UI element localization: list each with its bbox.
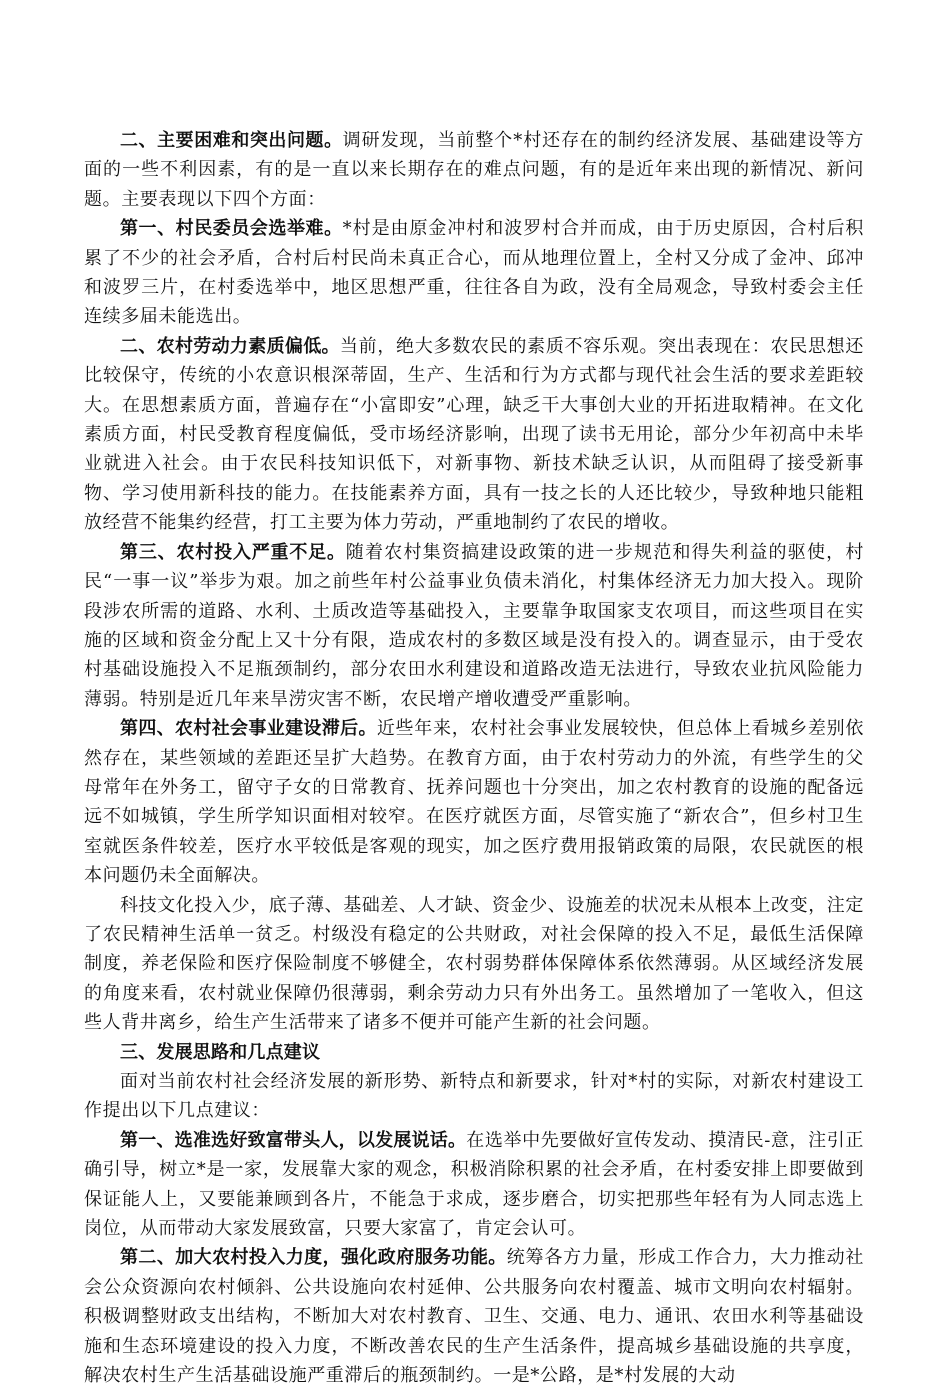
paragraph-suggestions-intro	[84, 1067, 864, 1126]
paragraph-election-difficulty	[84, 214, 864, 332]
document-page	[84, 126, 864, 1390]
paragraph-increase-investment	[84, 1243, 864, 1390]
body-election-difficulty: *村是由原金冲村和波罗村合并而成，由于历史原因，合村后积累了不少的社会矛盾，合村后村民尚未真正合心，而从地理位置上，全村又分成了金冲、邱冲和波罗三片，在村委选举中，地区思想严重，往往各自为政，没有全局观念，导致村委会主任连续多届未能选出。	[84, 218, 865, 328]
heading-suggestions: 三、发展思路和几点建议	[120, 1041, 321, 1063]
heading-choose-leaders: 第一、选准选好致富带头人，以发展说话。	[120, 1129, 467, 1151]
heading-election-difficulty: 第一、村民委员会选举难。	[120, 218, 343, 240]
body-increase-investment: 统筹各方力量，形成工作合力，大力推动社会公众资源向农村倾斜、公共设施向农村延伸、公共服务向农村覆盖、城市文明向农村辐射。积极调整财政支出结构，不断加大对农村教育、卫生、交通、电力、通讯、农田水利等基础设施和生态环境建设的投入力度，不断改善农民的生产生活条件，提高城乡基础设施的共享度，解决农村生产生活基础设施严重滞后的瓶颈制约。一是*公路，是*村发展的大动	[84, 1247, 864, 1387]
paragraph-insufficient-investment	[84, 538, 864, 714]
body-insufficient-investment: 随着农村集资搞建设政策的进一步规范和得失利益的驱使，村民“一事一议”举步为艰。加之前些年村公益事业负债未消化，村集体经济无力加大投入。现阶段涉农所需的道路、水利、土质改造等基础投入，主要靠争取国家支农项目，而这些项目在实施的区域和资金分配上又十分有限，造成农村的多数区域是没有投入的。调查显示，由于受农村基础设施投入不足瓶颈制约，部分农田水利建设和道路改造无法进行，导致农业抗风险能力薄弱。特别是近几年来旱涝灾害不断，农民增产增收遭受严重影响。	[84, 541, 864, 710]
heading-social-undertakings: 第四、农村社会事业建设滞后。	[120, 718, 377, 740]
heading-increase-investment: 第二、加大农村投入力度，强化政府服务功能。	[120, 1247, 507, 1269]
heading-labor-quality: 二、农村劳动力素质偏低。	[120, 335, 340, 357]
paragraph-labor-quality	[84, 332, 864, 538]
body-choose-leaders: 在选举中先要做好宣传发动、摸清民-意，注引正确引导，树立*是一家，发展靠大家的观念，积极消除积累的社会矛盾，在村委安排上即要做到保证能人上，又要能兼顾到各片，不能急于求成，逐步磨合，切实把那些年轻有为人同志选上岗位，从而带动大家发展致富，只要大家富了，肯定会认可。	[84, 1129, 864, 1240]
paragraph-main-difficulties	[84, 126, 864, 214]
body-culture-investment: 科技文化投入少，底子薄、基础差、人才缺、资金少、设施差的状况未从根本上改变，注定了农民精神生活单一贫乏。村级没有稳定的公共财政，对社会保障的投入不足，最低生活保障制度，养老保险和医疗保险制度不够健全，农村弱势群体保障体系依然薄弱。从区域经济发展的角度来看，农村就业保障仍很薄弱，剩余劳动力只有外出务工。虽然增加了一笔收入，但这些人背井离乡，给生产生活带来了诸多不便并可能产生新的社会问题。	[84, 894, 864, 1034]
paragraph-culture-investment	[84, 891, 864, 1038]
heading-main-difficulties: 二、主要困难和突出问题。	[120, 130, 343, 151]
body-main-difficulties: 调研发现，当前整个*村还存在的制约经济发展、基础建设等方面的一些不利因素，有的是一直以来长期存在的难点问题，有的是近年来出现的新情况、新问题。主要表现以下四个方面：	[84, 130, 865, 210]
body-social-undertakings: 近些年来，农村社会事业发展较快，但总体上看城乡差别依然存在，某些领域的差距还呈扩大趋势。在教育方面，由于农村劳动力的外流，有些学生的父母常年在外务工，留守子女的日常教育、抚养问题也十分突出，加之农村教育的设施的配备远远不如城镇，学生所学知识面相对较窄。在医疗就医方面，尽管实施了“新农合”，但乡村卫生室就医条件较差，医疗水平较低是客观的现实，加之医疗费用报销政策的局限，农民就医的根本问题仍未全面解决。	[84, 718, 864, 887]
section-heading-suggestions	[84, 1038, 864, 1067]
paragraph-choose-leaders	[84, 1126, 864, 1244]
body-labor-quality: 当前，绝大多数农民的素质不容乐观。突出表现在：农民思想还比较保守，传统的小农意识根深蒂固，生产、生活和行为方式都与现代社会生活的要求差距较大。在思想素质方面，普遍存在“小富即安”心理，缺乏干大事创大业的开拓进取精神。在文化素质方面，村民受教育程度偏低，受市场经济影响，出现了读书无用论，部分少年初高中未毕业就进入社会。由于农民科技知识低下，对新事物、新技术缺乏认识，从而阻碍了接受新事物、学习使用新科技的能力。在技能素养方面，具有一技之长的人还比较少，导致种地只能粗放经营不能集约经营，打工主要为体力劳动，严重地制约了农民的增收。	[84, 335, 864, 534]
paragraph-social-undertakings	[84, 714, 864, 890]
body-suggestions-intro: 面对当前农村社会经济发展的新形势、新特点和新要求，针对*村的实际，对新农村建设工作提出以下几点建议：	[84, 1071, 864, 1122]
heading-insufficient-investment: 第三、农村投入严重不足。	[120, 541, 346, 563]
